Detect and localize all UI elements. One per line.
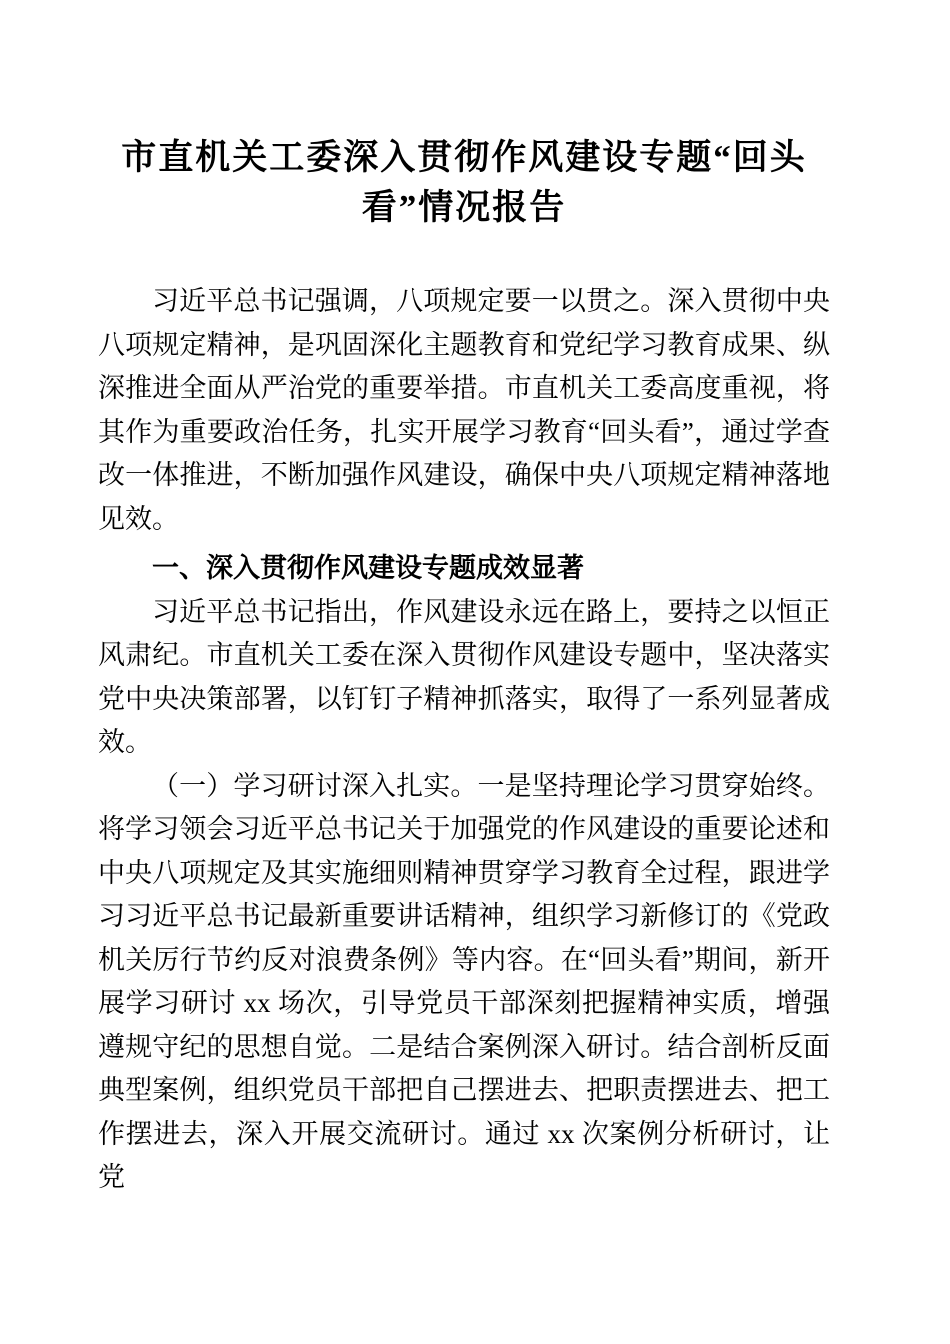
document-body [98,280,830,1200]
body-paragraph: 习近平总书记指出，作风建设永远在路上，要持之以恒正风肃纪。市直机关工委在深入贯彻作风建设专题中，坚决落实党中央决策部署，以钉钉子精神抓落实，取得了一系列显著成效。 [98,596,830,757]
document-title-line-1: 市直机关工委深入贯彻作风建设专题“回头 [121,138,807,177]
document-title-line-2: 看”情况报告 [361,188,567,227]
body-paragraph: 习近平总书记强调，八项规定要一以贯之。深入贯彻中央八项规定精神，是巩固深化主题教育和党纪学习教育成果、纵深推进全面从严治党的重要举措。市直机关工委高度重视，将其作为重要政治任务，扎实开展学习教育“回头看”，通过学查改一体推进，不断加强作风建设，确保中央八项规定精神落地见效。 [98,286,830,534]
body-paragraph: （一）学习研讨深入扎实。一是坚持理论学习贯穿始终。将学习领会习近平总书记关于加强党的作风建设的重要论述和中央八项规定及其实施细则精神贯穿学习教育全过程，跟进学习习近平总书记最新重要讲话精神，组织学习新修订的《党政机关厉行节约反对浪费条例》等内容。在“回头看”期间，新开展学习研讨 xx 场次，引导党员干部深刻把握精神实质，增强遵规守纪的思想自觉。二是结合案例深入研讨。结合剖析反面典型案例，组织党员干部把自己摆进去、把职责摆进去、把工作摆进去，深入开展交流研讨。通过 xx 次案例分析研讨，让党 [98,770,830,1192]
section-heading: 一、深入贯彻作风建设专题成效显著 [152,553,584,583]
document-title [98,133,830,233]
